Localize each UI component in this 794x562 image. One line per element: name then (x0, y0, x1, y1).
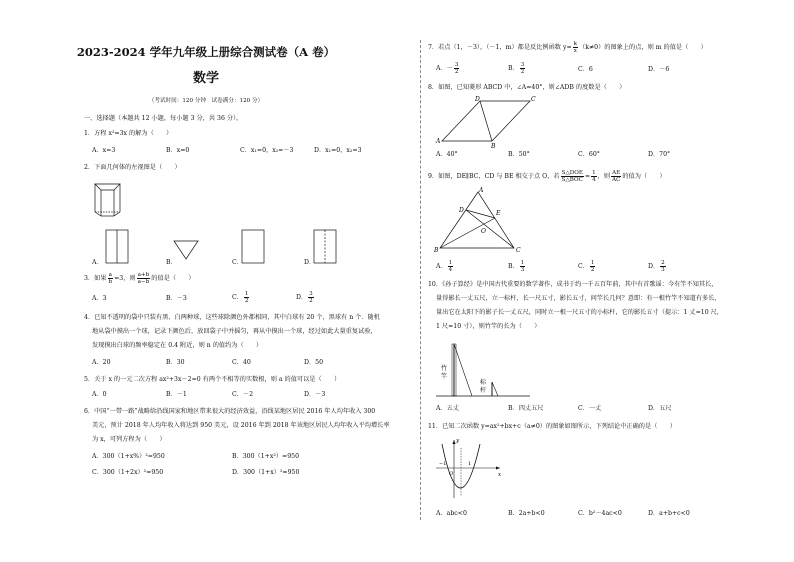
q9-d-num: 2 (661, 260, 665, 266)
q5-option-b: B．－1 (166, 391, 187, 398)
q3-fraction-expr (137, 272, 151, 285)
q3-option-c-label: C． (232, 294, 243, 301)
q7-option-d: D．－6 (648, 66, 670, 73)
q10-label-gan2: 杆 (480, 387, 487, 394)
q6-option-b: B．300（1+x²）=950 (232, 453, 300, 460)
q1-stem: 1．方程 x²=3x 的解为（ ） (84, 130, 173, 137)
q9-area-ratio (561, 170, 584, 183)
q8-label-b: B (491, 143, 496, 150)
q7-option-b-label: B． (508, 65, 519, 72)
q5-stem: 5．关于 x 的一元二次方程 ax²+3x－2=0 有两个不相等的实数根，则 a 的值可以是（ ） (84, 376, 341, 383)
q10-label-zhu: 竹 (441, 365, 448, 372)
q7-frac (573, 41, 578, 54)
q11-parabola-figure (434, 436, 504, 502)
q4-line-1: 4．已知不透明的袋中只装有黑、白两种球，这些球除颜色外都相同，其中白球有 20 个，黑球有 n 个．随机 (84, 314, 380, 321)
q8-option-a: A．40° (436, 151, 458, 158)
q9-stem-pre: 9．如图，DE∥BC，CD 与 BE 相交于点 O，若 (428, 173, 560, 180)
section-heading: 一、选择题（本题共 12 小题，每小题 3 分，共 36 分）。 (84, 115, 243, 122)
q3-option-b: B．－3 (166, 295, 187, 302)
q8-stem: 8．如图，已知菱形 ABCD 中，∠A=40°，则∠ADB 的度数是（ ） (428, 84, 626, 91)
q2-option-c-figure (240, 228, 268, 266)
subject-title: 数学 (192, 71, 219, 86)
q9-option-b-label: B． (508, 263, 519, 270)
q3-stem (84, 272, 195, 285)
q9-ae-ac (611, 170, 621, 183)
q3-stem-mid: =3，则 (114, 275, 136, 282)
q3-fraction-ab (108, 272, 114, 285)
q4-option-a: A．20 (92, 359, 111, 366)
q3-d-den: 2 (309, 298, 313, 304)
q5-option-a: A．0 (92, 391, 107, 398)
q3-option-d-frac (308, 291, 314, 304)
q11-label-x: x (498, 472, 502, 478)
q3-option-c-frac (244, 291, 250, 304)
q9-s2: S△BOC (561, 177, 583, 183)
q7-option-a (436, 62, 460, 75)
q9-b-frac (520, 260, 526, 273)
q11-option-c: C．b²－4ac<0 (578, 510, 622, 517)
q8-option-b: B．50° (508, 151, 530, 158)
q2-label-c: C． (232, 259, 243, 266)
q9-option-c (578, 260, 596, 273)
q3-option-a: A．3 (92, 295, 107, 302)
exam-info: （考试时间：120 分钟 试卷满分：120 分） (148, 98, 264, 104)
q6-option-d: D．300（1+x）²=950 (232, 469, 300, 476)
q9-stem (428, 170, 666, 183)
q7-frac-num: k (573, 41, 578, 47)
q9-s1: S△DOE (561, 170, 583, 176)
q5-option-c: C．－2 (232, 391, 254, 398)
q7-option-b (508, 62, 526, 75)
q6-line-3: 为 x，可列方程为（ ） (92, 436, 166, 443)
q11-label-1: 1 (468, 461, 472, 467)
q8-label-d: D (475, 96, 480, 103)
q2-option-d-figure (312, 228, 340, 266)
q9-eq: = (584, 173, 591, 180)
q10-option-c: C．一丈 (578, 405, 602, 412)
q9-option-a (436, 260, 454, 273)
q7-stem (428, 41, 707, 54)
q9-option-a-label: A． (436, 263, 447, 270)
q7-b-num: 3 (520, 62, 525, 68)
q9-d-den: 3 (661, 267, 665, 273)
q10-line-1: 10．《孙子算经》是中国古代重要的数学著作，成书于约一千五百年前，其中有首歌谣：今有竿不知其长， (428, 281, 718, 288)
q9-option-b (508, 260, 526, 273)
q9-stem-post: 的值为（ ） (622, 173, 666, 180)
q3-frac2-num: a+b (137, 272, 150, 278)
q9-label-a: A (479, 187, 484, 194)
q2-option-b-figure (172, 238, 200, 262)
q9-c-num: 1 (590, 260, 595, 266)
q3-c-num: 1 (244, 291, 249, 297)
q9-a-num: 1 (448, 260, 453, 266)
q7-option-a-frac (454, 62, 460, 75)
q6-line-2: 美元，预计 2018 年人均年收入将达到 950 美元，设 2016 年到 2018 年该地区居民人均年收入平均增长率 (92, 422, 390, 429)
q7-option-a-label: A． (436, 65, 447, 72)
q9-label-e: E (496, 210, 501, 217)
q1-option-c: C．x₁=0，x₂=－3 (240, 147, 294, 154)
q8-rhombus-figure (434, 95, 536, 150)
q10-label-biao: 标 (480, 379, 487, 386)
q2-label-a: A． (92, 259, 103, 266)
column-divider (420, 40, 421, 520)
q2-option-a-figure (104, 228, 132, 266)
exam-title: 2023-2024 学年九年级上册综合测试卷（A 卷） (76, 45, 336, 59)
q9-b-num: 1 (520, 260, 525, 266)
q11-label-neg1: −1 (439, 461, 447, 467)
q9-a-den: 4 (448, 267, 453, 273)
q10-option-a: A．五丈 (436, 405, 460, 412)
q1-option-a: A．x=3 (92, 147, 116, 154)
q9-c-den: 2 (590, 267, 595, 273)
q6-line-1: 6．中国“一带一路”战略给沿线国家和地区带来很大的经济效益，沿线某地区居民 2016 年人均年收入 300 (84, 408, 376, 415)
q10-line-4: 1 尺=10 寸），则竹竿的长为（ ） (436, 323, 541, 330)
q8-label-a: A (436, 138, 441, 145)
q2-label-b: B． (166, 259, 177, 266)
q7-b-den: 2 (520, 69, 525, 75)
q8-option-d: D．70° (648, 151, 671, 158)
q11-label-o: O (449, 471, 454, 477)
q7-frac-den: x (573, 48, 577, 54)
q3-frac-num: a (108, 272, 112, 278)
q3-stem-post: 的值是（ ） (151, 275, 195, 282)
q4-line-2: 地从袋中摸出一个球，记录下颜色后，放回袋子中并摇匀，再从中摸出一个球，经过如此大量重复试验， (92, 328, 377, 335)
q9-val-num: 1 (592, 170, 596, 176)
q9-a-frac (448, 260, 454, 273)
q10-line-2: 量得影长一丈五尺，立一标杆，长一尺五寸，影长五寸，问竿长几何？意即：有一根竹竿不知道有多长， (436, 295, 721, 302)
q11-option-a: A．abc<0 (436, 510, 467, 517)
q7-a-den: 2 (454, 69, 459, 75)
q8-label-c: C (531, 96, 536, 103)
q10-line-3: 量出它在太阳下的影子长一丈五尺，同时立一根一尺五寸的小标杆，它的影长五寸（提示：1 丈=10 尺， (436, 309, 723, 316)
q8-option-c: C．60° (578, 151, 600, 158)
q6-option-a: A．300（1+x%）²=950 (92, 453, 165, 460)
q9-label-c: C (516, 247, 521, 254)
q11-label-y: y (456, 438, 460, 444)
q3-frac2-den: a−b (137, 279, 150, 285)
q9-label-d: D (459, 207, 464, 214)
q4-option-c: C．40 (232, 359, 251, 366)
q3-frac-den: b (108, 279, 113, 285)
q7-option-c: C．6 (578, 66, 593, 73)
q7-stem-pre: 7．若点（1，－3），（－1，m）都是反比例函数 y= (428, 44, 572, 51)
q10-label-gan: 竿 (441, 373, 448, 380)
q9-label-o: O (481, 228, 486, 235)
q9-c-frac (590, 260, 596, 273)
q9-label-b: B (434, 247, 439, 254)
q3-option-d (296, 291, 315, 304)
q7-a-num: 3 (454, 62, 459, 68)
q7-a-sign: － (446, 65, 453, 72)
q10-option-b: B．四丈五尺 (508, 405, 544, 412)
q3-option-d-label: D． (296, 294, 308, 301)
q9-triangle-figure (434, 188, 524, 256)
q2-prism-figure (92, 178, 126, 220)
q1-option-b: B．x=0 (166, 147, 190, 154)
q6-option-c: C．300（1+2x）²=950 (92, 469, 164, 476)
q3-option-c (232, 291, 250, 304)
q7-option-b-frac (520, 62, 526, 75)
q10-option-d: D．五尺 (648, 405, 672, 412)
q9-b-den: 3 (520, 267, 525, 273)
q2-stem: 2．下面几何体的左视图是（ ） (84, 164, 181, 171)
q7-stem-post: （k≠0）的图象上的点，则 m 的值是（ ） (579, 44, 707, 51)
q9-stem-mid: ，则 (597, 173, 611, 180)
q9-r-den: AC (612, 177, 621, 183)
q9-val-den: 4 (592, 177, 596, 183)
q4-option-d: D．50 (304, 359, 324, 366)
q9-d-frac (660, 260, 666, 273)
q1-option-d: D．x₁=0，x₂=3 (314, 147, 362, 154)
q5-option-d: D．－3 (304, 391, 326, 398)
q4-option-b: B．30 (166, 359, 185, 366)
q3-stem-pre: 3．如果 (84, 275, 107, 282)
q9-ratio-value (591, 170, 597, 183)
q11-option-d: D．a+b+c<0 (648, 510, 690, 517)
q9-option-d-label: D． (648, 263, 660, 270)
q11-stem: 11．已知二次函数 y=ax²+bx+c（a≠0）的图象如图所示，下列结论中正确的是（ ） (428, 423, 676, 430)
q9-option-d (648, 260, 667, 273)
q3-c-den: 2 (244, 298, 249, 304)
q10-pole-figure (434, 338, 534, 402)
q9-option-c-label: C． (578, 263, 589, 270)
q3-d-num: 3 (309, 291, 313, 297)
q11-option-b: B．2a+b<0 (508, 510, 545, 517)
q4-line-3: 发现摸出白球的频率稳定在 0.4 附近，则 n 的值约为（ ） (92, 342, 263, 349)
q9-r-num: AE (612, 170, 621, 176)
q2-label-d: D． (304, 259, 316, 266)
